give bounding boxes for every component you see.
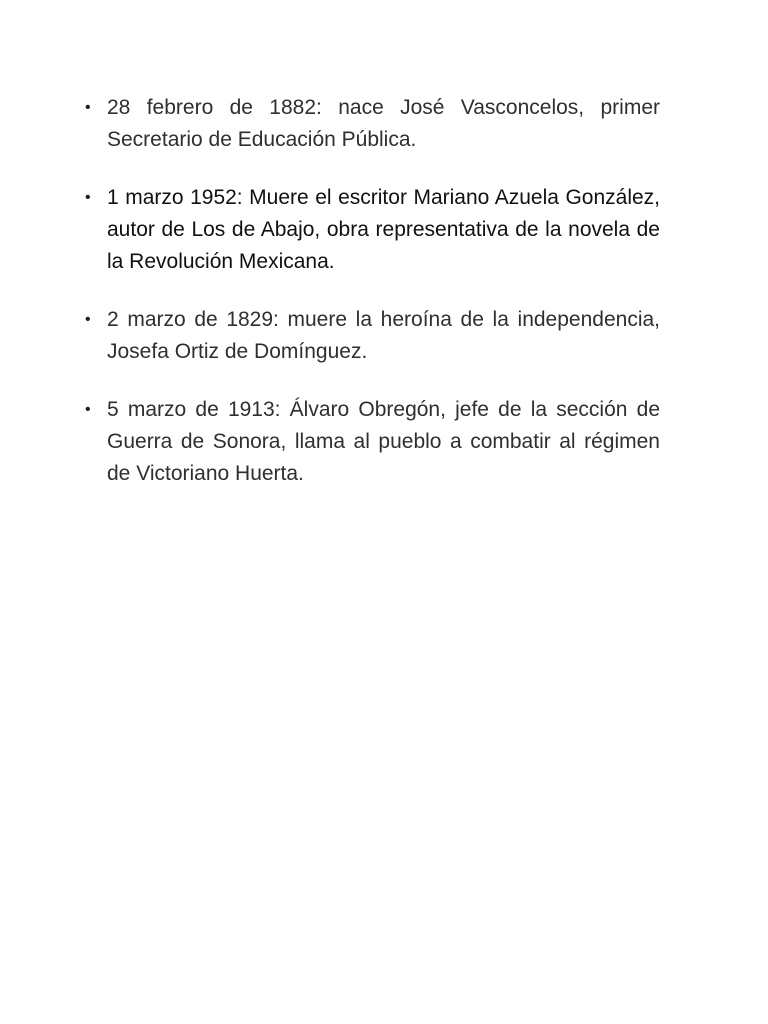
event-text: 1 marzo 1952: Muere el escritor Mariano Azuela González, autor de Los de Abajo, obra representativa de la novela de la Revolución Mexicana. <box>107 186 660 273</box>
events-list <box>0 92 768 516</box>
bullet-icon: • <box>85 189 91 206</box>
bullet-icon: • <box>85 401 91 418</box>
event-text: 5 marzo de 1913: Álvaro Obregón, jefe de la sección de Guerra de Sonora, llama al pueblo a combatir al régimen de Victoriano Huerta. <box>107 398 660 485</box>
list-item <box>0 182 768 278</box>
list-item <box>0 394 768 490</box>
bullet-icon: • <box>85 99 91 116</box>
event-text: 28 febrero de 1882: nace José Vasconcelos, primer Secretario de Educación Pública. <box>107 96 660 151</box>
list-item <box>0 304 768 368</box>
event-text: 2 marzo de 1829: muere la heroína de la independencia, Josefa Ortiz de Domínguez. <box>107 308 660 363</box>
bullet-icon: • <box>85 311 91 328</box>
list-item <box>0 92 768 156</box>
